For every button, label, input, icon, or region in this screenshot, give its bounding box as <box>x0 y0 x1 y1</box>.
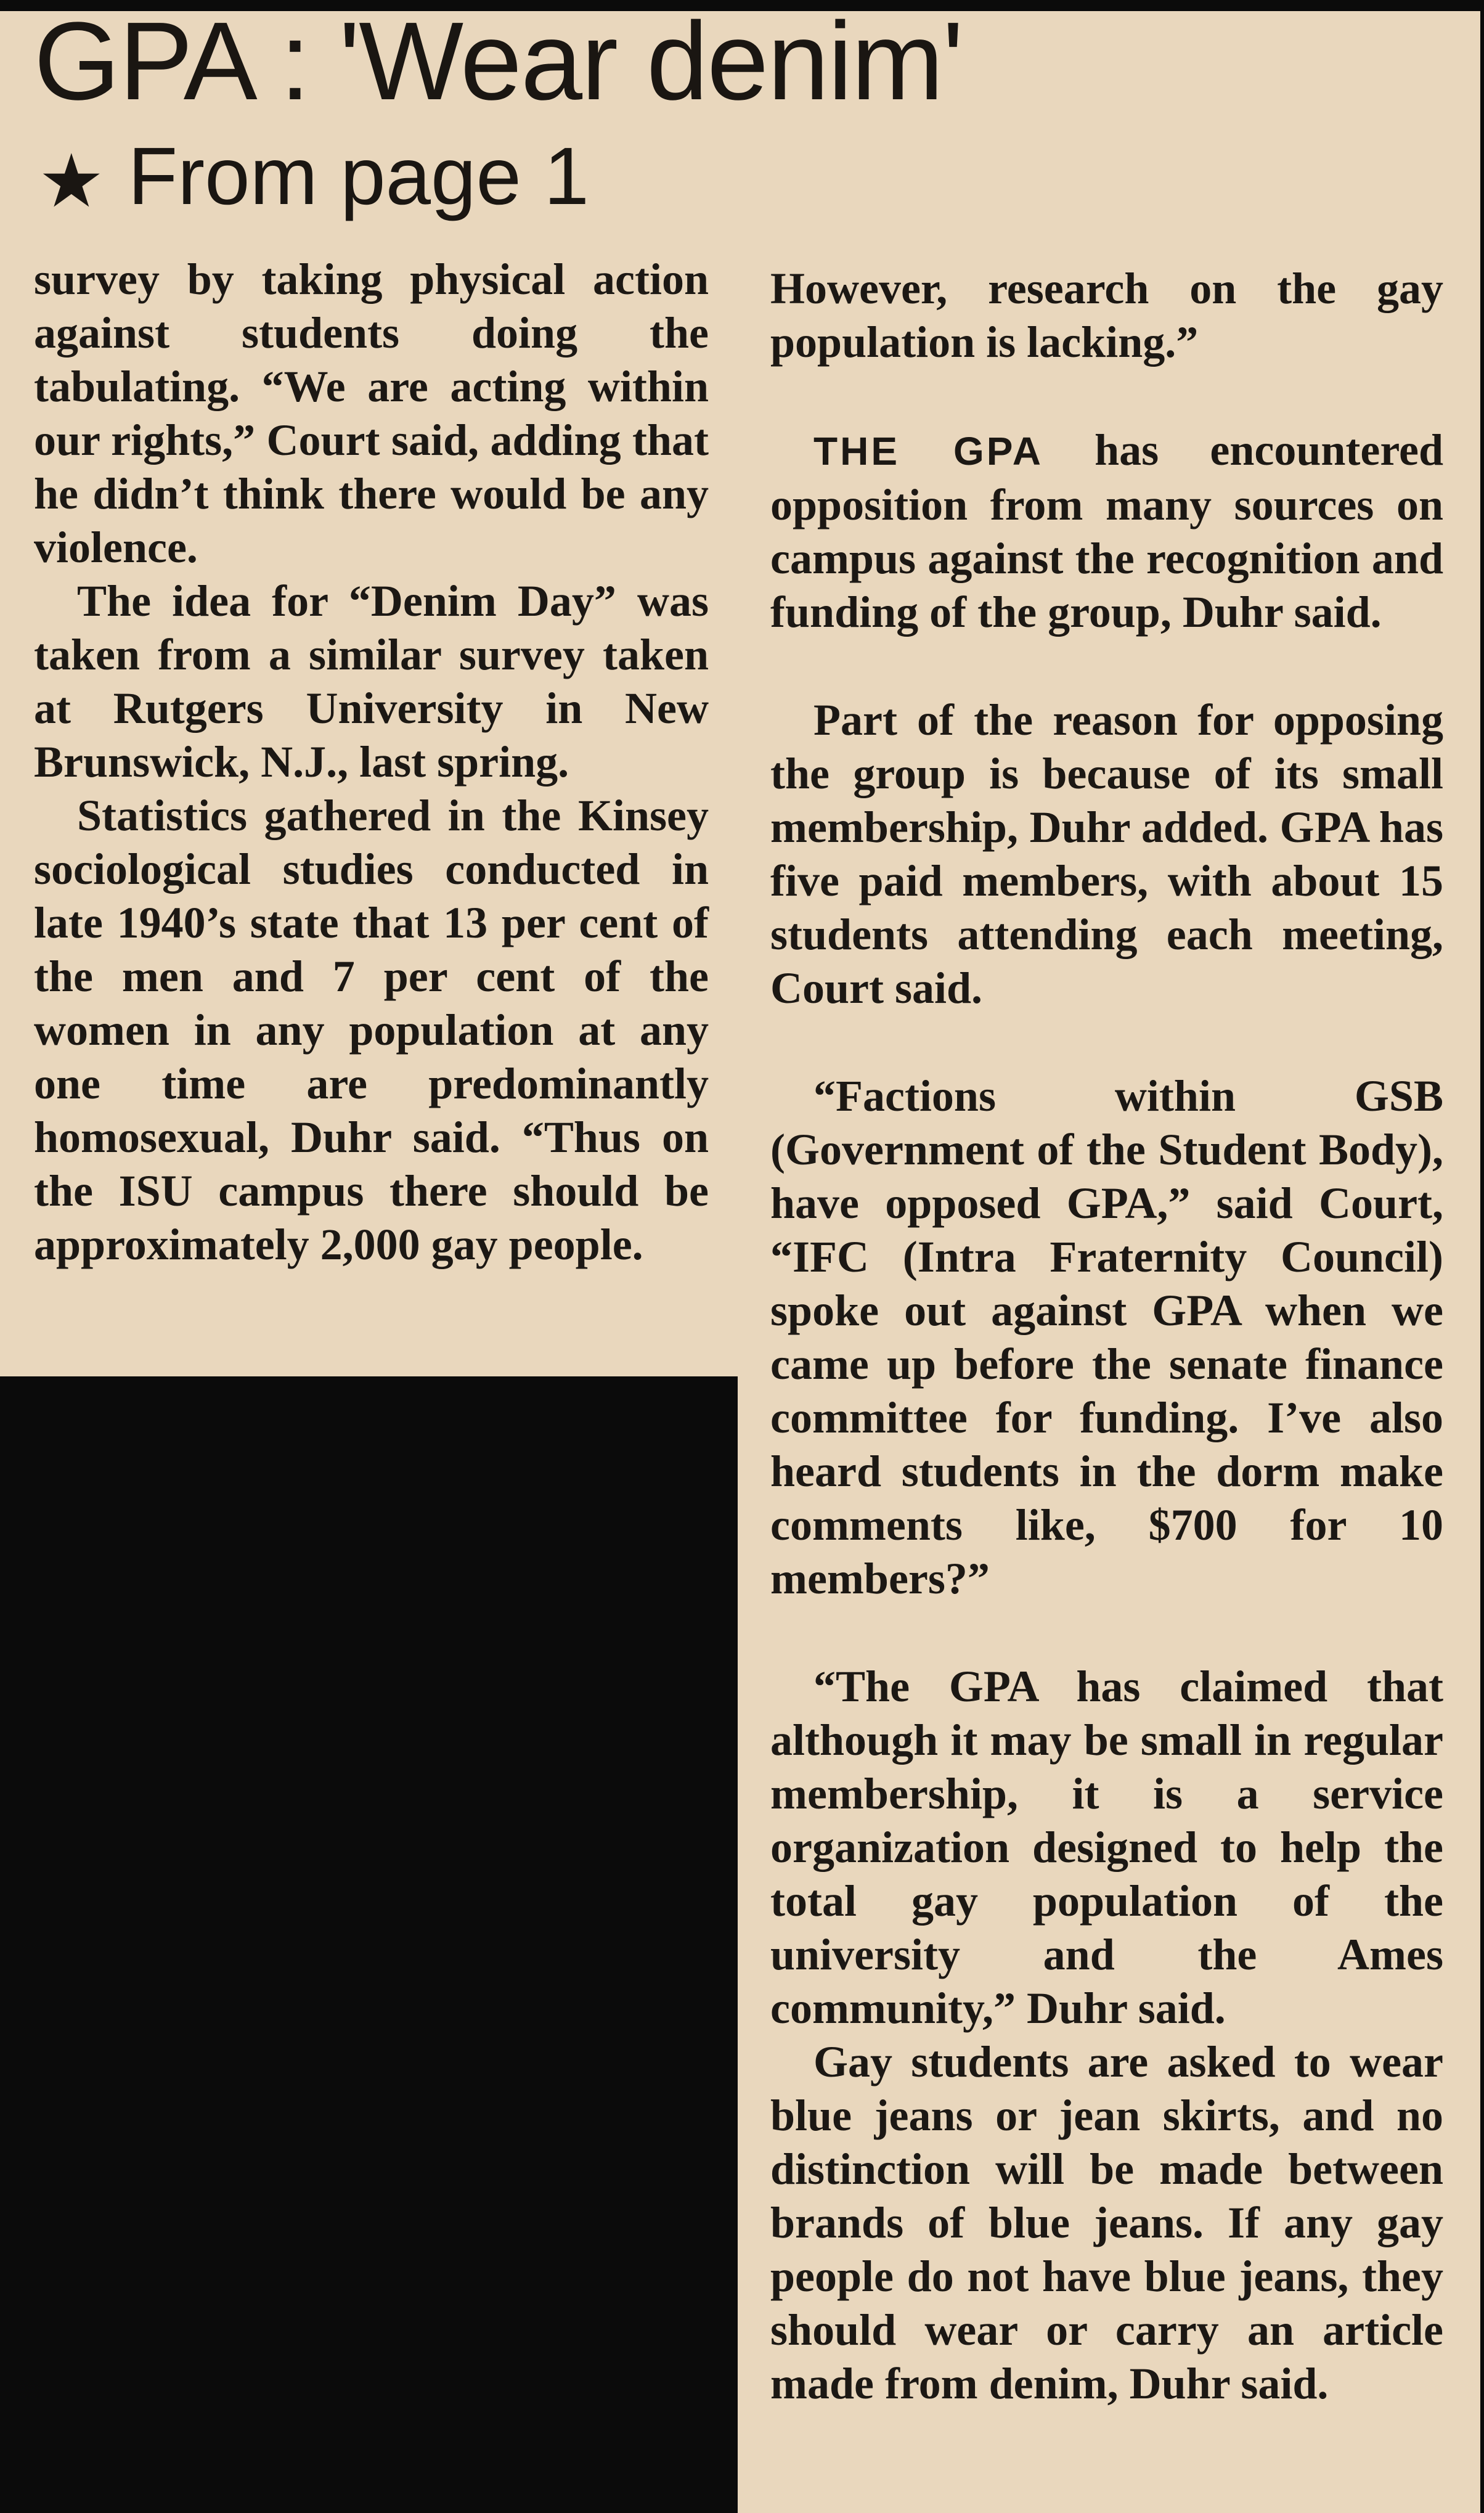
star-icon: ★ <box>38 140 105 223</box>
headline-title: GPA : 'Wear denim' <box>34 0 963 123</box>
jump-line <box>38 131 589 223</box>
right-paragraph: However, research on the gay population is lacking.” <box>770 264 1443 367</box>
left-paragraph: survey by taking physical action against students doing the tabulating. “We are acting within our rights,” Court said, adding that he didn’t think there would be any violence. <box>34 255 709 572</box>
left-paragraph: Statistics gathered in the Kinsey sociological studies conducted in late 1940’s state that 13 per cent of the men and 7 per cent of the women in any population at any one time are predominantly homosexual, Duhr said. “Thus on the ISU campus there should be approximately 2,000 gay people. <box>34 791 709 1269</box>
right-paragraph: Gay students are asked to wear blue jeans or jean skirts, and no distinction will be made between brands of blue jeans. If any gay people do not have blue jeans, they should wear or carry an article made from denim, Duhr said. <box>770 2037 1443 2408</box>
left-paragraph: The idea for “Denim Day” was taken from a similar survey taken at Rutgers University in New Brunswick, N.J., last spring. <box>34 576 709 787</box>
right-paragraph: THE GPA has encountered opposition from many sources on campus against the recognition and funding of the group, Duhr said. <box>770 425 1444 637</box>
left-column <box>34 253 709 1272</box>
jump-text: From page 1 <box>128 131 589 221</box>
right-paragraph: “The GPA has claimed that although it may be small in regular membership, it is a service organization designed to help the total gay population of the university and the Ames community,” Duhr said. <box>770 1662 1443 2033</box>
right-column <box>770 262 1443 2411</box>
right-paragraph: “Factions within GSB (Government of the Student Body), have opposed GPA,” said Court, “IFC (Intra Fraternity Council) spoke out against GPA when we came up before the senate finance committee for funding. I’ve also heard students in the dorm make comments like, $700 for 10 members?” <box>770 1071 1443 1603</box>
section-lead: THE GPA <box>813 429 1043 473</box>
right-paragraph: Part of the reason for opposing the group is because of its small membership, Duhr added. GPA has five paid members, with about 15 students attending each meeting, Court said. <box>770 695 1443 1013</box>
